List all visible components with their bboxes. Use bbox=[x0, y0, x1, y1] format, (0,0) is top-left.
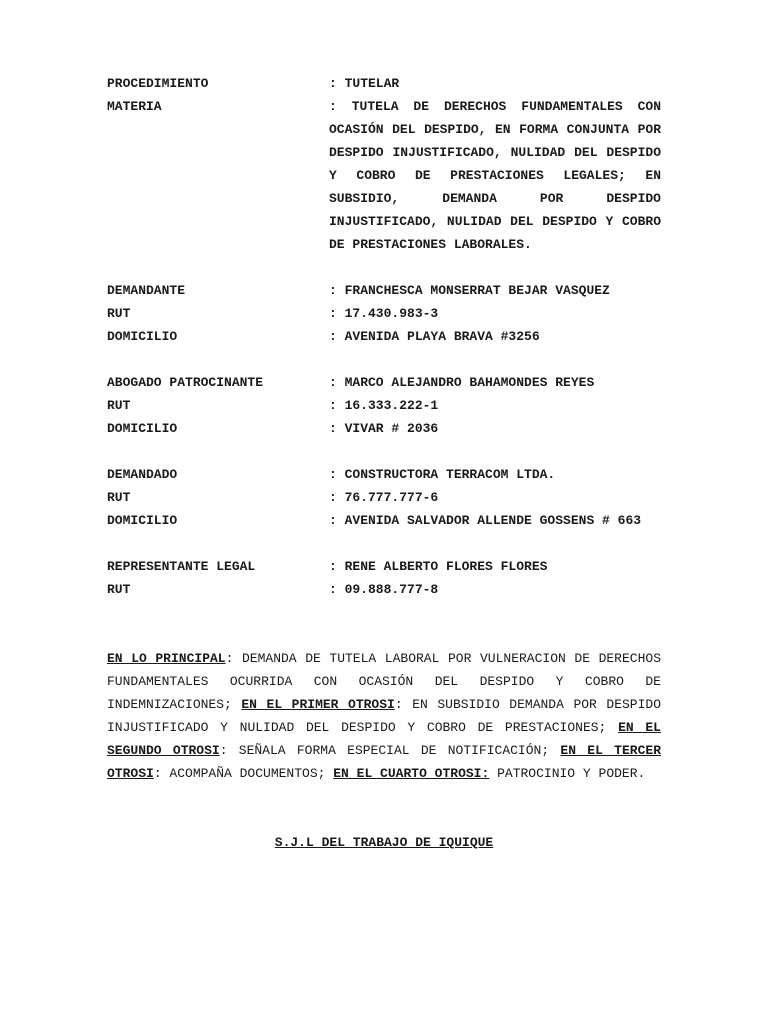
demandado-rut-label: RUT bbox=[107, 490, 131, 505]
document-page bbox=[107, 72, 661, 854]
cuarto-otrosi-text: PATROCINIO Y PODER. bbox=[489, 766, 646, 781]
tribunal-heading: S.J.L DEL TRABAJO DE IQUIQUE bbox=[274, 835, 494, 850]
demandado-rut-value: : 76.777.777-6 bbox=[329, 490, 439, 505]
demandante-value: : FRANCHESCA MONSERRAT BEJAR VASQUEZ bbox=[329, 283, 610, 298]
representante-rut-label: RUT bbox=[107, 582, 131, 597]
abogado-rut-value: : 16.333.222-1 bbox=[329, 398, 439, 413]
representante-label: REPRESENTANTE LEGAL bbox=[107, 559, 256, 574]
procedimiento-value: : TUTELAR bbox=[329, 76, 400, 91]
primer-otrosi-heading: EN EL PRIMER OTROSI bbox=[241, 697, 395, 712]
abogado-domicilio-label: DOMICILIO bbox=[107, 421, 178, 436]
segundo-otrosi-text: : SEÑALA FORMA ESPECIAL DE NOTIFICACIÓN; bbox=[219, 743, 561, 758]
representante-value: : RENE ALBERTO FLORES FLORES bbox=[329, 559, 548, 574]
primer-otrosi-text: : EN SUBSIDIO DEMANDA POR DESPIDO INJUSTIFICADO Y NULIDAD DEL DESPIDO Y COBRO DE PRESTACIONES; bbox=[107, 697, 662, 735]
segundo-otrosi-heading: EN EL SEGUNDO OTROSI bbox=[107, 720, 661, 758]
demandante-domicilio-value: : AVENIDA PLAYA BRAVA #3256 bbox=[329, 329, 540, 344]
demandado-row bbox=[107, 463, 661, 486]
demandante-domicilio-label: DOMICILIO bbox=[107, 329, 178, 344]
demandado-label: DEMANDADO bbox=[107, 467, 178, 482]
demandado-domicilio-value: : AVENIDA SALVADOR ALLENDE GOSSENS # 663 bbox=[329, 513, 642, 528]
representante-row bbox=[107, 555, 661, 578]
principal-heading: EN LO PRINCIPAL bbox=[107, 651, 226, 666]
summary-paragraph bbox=[107, 647, 661, 785]
demandado-value: : CONSTRUCTORA TERRACOM LTDA. bbox=[329, 467, 556, 482]
cuarto-otrosi-colon: : bbox=[481, 766, 490, 781]
procedimiento-label: PROCEDIMIENTO bbox=[107, 76, 209, 91]
demandado-rut-row bbox=[107, 486, 661, 509]
demandante-rut-label: RUT bbox=[107, 306, 131, 321]
demandante-rut-value: : 17.430.983-3 bbox=[329, 306, 439, 321]
demandante-row bbox=[107, 279, 661, 302]
abogado-label: ABOGADO PATROCINANTE bbox=[107, 375, 264, 390]
abogado-domicilio-row bbox=[107, 417, 661, 440]
procedimiento-row bbox=[107, 72, 661, 95]
abogado-rut-label: RUT bbox=[107, 398, 131, 413]
abogado-value: : MARCO ALEJANDRO BAHAMONDES REYES bbox=[329, 375, 595, 390]
cuarto-otrosi-heading: EN EL CUARTO OTROSI bbox=[333, 766, 482, 781]
materia-value: : TUTELA DE DERECHOS FUNDAMENTALES CON OCASIÓN DEL DESPIDO, EN FORMA CONJUNTA POR DESPIDO INJUSTIFICADO, NULIDAD DEL DESPIDO Y COBRO DE PRESTACIONES LEGALES; EN SUBSIDIO, DEMANDA POR DESPIDO INJUSTIFICADO, NULIDAD DEL DESPIDO Y COBRO DE PRESTACIONES LABORALES. bbox=[329, 99, 661, 252]
demandante-domicilio-row bbox=[107, 325, 661, 348]
representante-rut-value: : 09.888.777-8 bbox=[329, 582, 439, 597]
demandante-rut-row bbox=[107, 302, 661, 325]
materia-row bbox=[107, 95, 661, 256]
demandante-label: DEMANDANTE bbox=[107, 283, 186, 298]
tercer-otrosi-text: : ACOMPAÑA DOCUMENTOS; bbox=[153, 766, 334, 781]
abogado-domicilio-value: : VIVAR # 2036 bbox=[329, 421, 439, 436]
materia-label: MATERIA bbox=[107, 99, 162, 114]
tercer-otrosi-heading: EN EL TERCER OTROSI bbox=[107, 743, 661, 781]
representante-rut-row bbox=[107, 578, 661, 601]
abogado-rut-row bbox=[107, 394, 661, 417]
principal-text: : DEMANDA DE TUTELA LABORAL POR VULNERACION DE DERECHOS FUNDAMENTALES OCURRIDA CON OCASIÓN DEL DESPIDO Y COBRO DE INDEMNIZACIONES; bbox=[107, 651, 661, 712]
demandado-domicilio-label: DOMICILIO bbox=[107, 513, 178, 528]
demandado-domicilio-row bbox=[107, 509, 661, 532]
abogado-row bbox=[107, 371, 661, 394]
